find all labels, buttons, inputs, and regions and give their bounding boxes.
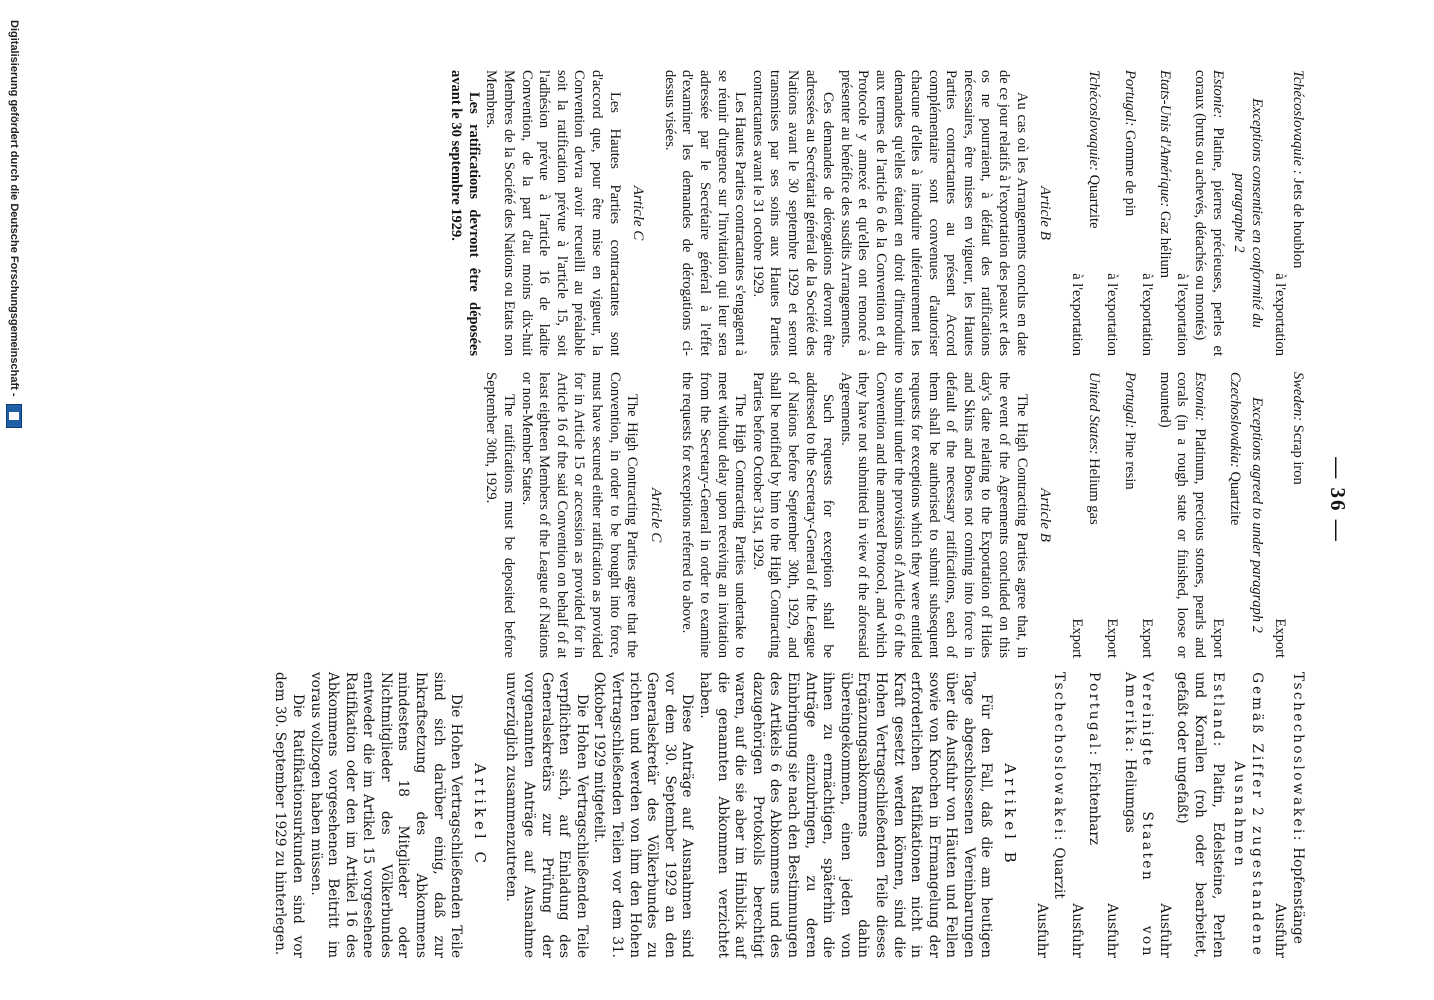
entry-destination: Ausfuhr <box>1156 903 1173 958</box>
dfg-logo-icon <box>6 404 22 428</box>
entry-destination: Export <box>1272 618 1289 658</box>
export-entry <box>1271 70 1306 356</box>
paragraph: Les ratifications devront être déposées avant le 30 septembre 1929. <box>448 70 482 356</box>
section-heading: Gemäß Ziffer 2 zugestandene Ausnahmen <box>1231 672 1265 958</box>
entry-country: Estland: <box>1209 672 1226 749</box>
paragraph: Les Hautes Parties contractantes sont d'accord que, pour être mise en vigueur, la Convention devra avoir recueilli au préalable soit la ratification prévue à l'article 15, soit l'adhésion prévue à l'article 16 de ladite Convention, de la part d'au moins dix-huit Membres de la Société des Nations ou Etats non Membres. <box>483 70 623 356</box>
entry-country: Tchécoslovaquie: <box>1086 70 1103 171</box>
entry-destination: Ausfuhr <box>1033 903 1050 958</box>
entry-item: Hopfenstänge <box>1290 847 1306 944</box>
export-entry <box>1138 70 1173 356</box>
entry-item: Pine resin <box>1121 432 1138 490</box>
article-b-title: Artikel B <box>1001 763 1020 867</box>
entry-destination: à l'exportation <box>1139 273 1156 356</box>
article-c-title: Artikel C <box>470 763 489 867</box>
article-b-title: Article B <box>1037 488 1054 542</box>
entry-country: Tschechoslowakei: <box>1051 672 1068 843</box>
export-entry <box>1271 672 1306 958</box>
export-entry <box>1067 372 1102 658</box>
entry-destination: Export <box>1068 618 1085 658</box>
entry-destination: à l'exportation <box>1174 273 1191 356</box>
export-entry <box>1155 672 1225 958</box>
entry-destination: Export <box>1104 618 1121 658</box>
entry-item: Gaz hélium <box>1156 210 1173 279</box>
entry-item: Platine, pierres précieuses, perles et coraux (bruts ou achevés, détachés ou montés) <box>1192 70 1226 356</box>
export-entry <box>1102 672 1155 958</box>
entry-destination: Ausfuhr <box>1104 903 1121 958</box>
section-heading: Exceptions agreed to under paragraph 2 <box>1248 397 1265 633</box>
entry-destination: Export <box>1139 618 1156 658</box>
entry-country: Portugal: <box>1121 372 1138 429</box>
entry-item: Scrap iron <box>1290 424 1306 485</box>
export-entry <box>1102 372 1137 658</box>
french-column <box>447 70 1306 356</box>
entry-country: Estonia: <box>1192 372 1209 422</box>
digitization-credit-text: Digitalisierung gefördert durch die Deutsche Forschungsgemeinschaft - <box>8 20 21 397</box>
export-entry <box>1271 372 1306 658</box>
paragraph: Die Hohen Vertragschließenden Teile sind sich darüber einig, daß zur Inkraftsetzung des Abkommens mindestens 18 Mitglieder oder Nichtmitglieder des Völkerbundes entweder die im Artikel 15 vorgesehene Ratifikation oder den im Artikel 16 des Abkommens vorgesehenen Beitritt im voraus vollzogen haben müssen. <box>307 672 465 958</box>
entry-destination: Ausfuhr <box>1068 903 1085 958</box>
paragraph: Diese Anträge auf Ausnahmen sind vor dem 30. September 1929 an den Generalsekretär des Völkerbundes zu richten und werden von ihm den Hohen Vertragschließenden Teilen vor dem 31. Oktober 1929 mitgeteilt. <box>591 672 696 958</box>
entry-item: Quartzite <box>1227 471 1244 526</box>
paragraph: Les Hautes Parties contractantes s'engagent à se réunir d'urgence sur l'invitation qui leur sera adressée par le Secrétaire général à l'effet d'examiner les demandes de dérogations ci-dessus visées. <box>661 70 749 356</box>
entry-country: Portugal: <box>1086 672 1103 758</box>
entry-destination: à l'exportation <box>1068 273 1085 356</box>
entry-item: Quarzit <box>1051 847 1068 899</box>
export-entry <box>1208 372 1243 658</box>
export-entry <box>1032 672 1067 958</box>
paragraph: The High Contracting Parties agree that the Convention, in order to be brought into force, must have secured either ratification as provided for in Article 15 or accession as provided for in Article 16 of the said Convention on behalf of at least eighteen Members of the League of Nations or non-Member States. <box>518 372 641 658</box>
entry-item: Platin, Edelsteine, Perlen und Korallen (roh oder bearbeitet, gefaßt oder ungefaßt) <box>1174 672 1226 958</box>
entry-item: Quartzite <box>1086 174 1103 229</box>
paragraph: The ratifications must be deposited before September 30th, 1929. <box>483 372 518 658</box>
paragraph: Au cas où les Arrangements conclus en date de ce jour relatifs à l'exportation des peaux et des os ne pourraient, à défaut des ratifications nécessaires, être mises en vigueur, les Hautes Parties contractantes au présent Accord complémentaire sont convenues d'autoriser chacune d'elles à introduire ultérieurement les demandes qu'elles étaient en droit d'introduire aux termes de l'article 6 de la Convention et du Protocole y annexé et qu'elles ont renoncé à présenter au bénéfice des susdits Arrangements. <box>837 70 1030 356</box>
page-number: — 36 — <box>1326 457 1350 543</box>
paragraph: Such requests for exception shall be addressed to the Secretary-General of the League of Nations before September 30th, 1929, and shall be notified by him to the High Contracting Parties before October 31st, 1929. <box>749 372 837 658</box>
entry-country: Portugal: <box>1121 70 1138 127</box>
entry-item: Heliumgas <box>1121 758 1138 833</box>
paragraph: Für den Fall, daß die am heutigen Tage abgeschlossenen Vereinbarungen über die Ausfuhr von Häuten und Fellen sowie von Knochen in Ermangelung der erforderlichen Ratifikationen nicht in Kraft gesetzt werden können, sind die Hohen Vertragschließenden Teile dieses Ergänzungsabkommens dahin übereingekommen, einen jeden von ihnen zu ermächtigen, späterhin die Anträge einzubringen, zu deren Einbringung sie nach den Bestimmungen des Artikels 6 des Abkommens und des dazugehörigen Protokolls berechtigt waren, auf die sie aber im Hinblick auf die genannten Abkommen verzichtet haben. <box>697 672 995 958</box>
export-entry <box>1067 672 1102 958</box>
entry-destination: Ausfuhr <box>1272 903 1289 958</box>
entry-destination: Export <box>1209 618 1226 658</box>
export-entry <box>1173 70 1226 356</box>
entry-item: Jets de houblon <box>1290 178 1306 269</box>
paragraph: The High Contracting Parties undertake to meet without delay upon receiving an invitation from the Secretary-General in order to examine the requests for exceptions referred to above. <box>679 372 749 658</box>
article-b-title: Article B <box>1037 186 1054 240</box>
entry-item: Fichtenharz <box>1086 762 1103 845</box>
entry-country: Sweden: <box>1290 372 1306 422</box>
entry-country: Tchécoslovaquie : <box>1290 70 1306 175</box>
article-c-title: Article C <box>647 487 664 543</box>
entry-country: Etats-Unis d'Amérique: <box>1156 70 1173 208</box>
export-entry <box>1138 372 1208 658</box>
export-entry <box>1067 70 1102 356</box>
entry-country: Czechoslovakia: <box>1227 372 1244 468</box>
article-c-title: Article C <box>630 185 647 241</box>
entry-destination: à l'exportation <box>1272 273 1289 356</box>
entry-destination: à l'exportation <box>1104 273 1121 356</box>
entry-item: Gomme de pin <box>1121 130 1138 217</box>
entry-item: Platinum, precious stones, pearls and corals (in a rough state or finished, loose or mounted) <box>1156 372 1209 658</box>
entry-country: Tschechoslowakei: <box>1290 672 1306 843</box>
section-heading: Exceptions consenties en conformité du paragraphe 2 <box>1231 98 1265 328</box>
german-column <box>271 672 1306 958</box>
entry-country: Estonie: <box>1209 70 1226 119</box>
entry-country: Vereinigte Staaten von Amerika: <box>1121 672 1156 958</box>
digitization-credit <box>6 20 22 980</box>
entry-country: United States: <box>1086 372 1103 455</box>
paragraph: Die Hohen Vertragschließenden Teile verpflichten sich, auf Einladung des Generalsekretärs zur Prüfung der vorgenannten Anträge auf Ausnahme unverzüglich zusammenzutreten. <box>503 672 590 958</box>
export-entry <box>1102 70 1137 356</box>
paragraph: The High Contracting Parties agree that, in the event of the Agreements concluded on this day's date relating to the Exportation of Hides and Skins and Bones not coming into force in default of the necessary ratifications, each of them shall be authorised to submit subsequent requests for exceptions which they were entitled to submit under the provisions of Article 6 of the Convention and the annexed Protocol, and which they have not submitted in view of the aforesaid Agreements. <box>837 372 1030 658</box>
english-column <box>482 372 1306 658</box>
paragraph: Die Ratifikationsurkunden sind vor dem 30. September 1929 zu hinterlegen. <box>272 672 306 958</box>
entry-item: Helium gas <box>1086 458 1103 525</box>
paragraph: Ces demandes de dérogations devront être adressées au Secrétariat général de la Société des Nations avant le 30 septembre 1929 et seront transmises par ses soins aux Hautes Parties contractantes avant le 31 octobre 1929. <box>749 70 837 356</box>
